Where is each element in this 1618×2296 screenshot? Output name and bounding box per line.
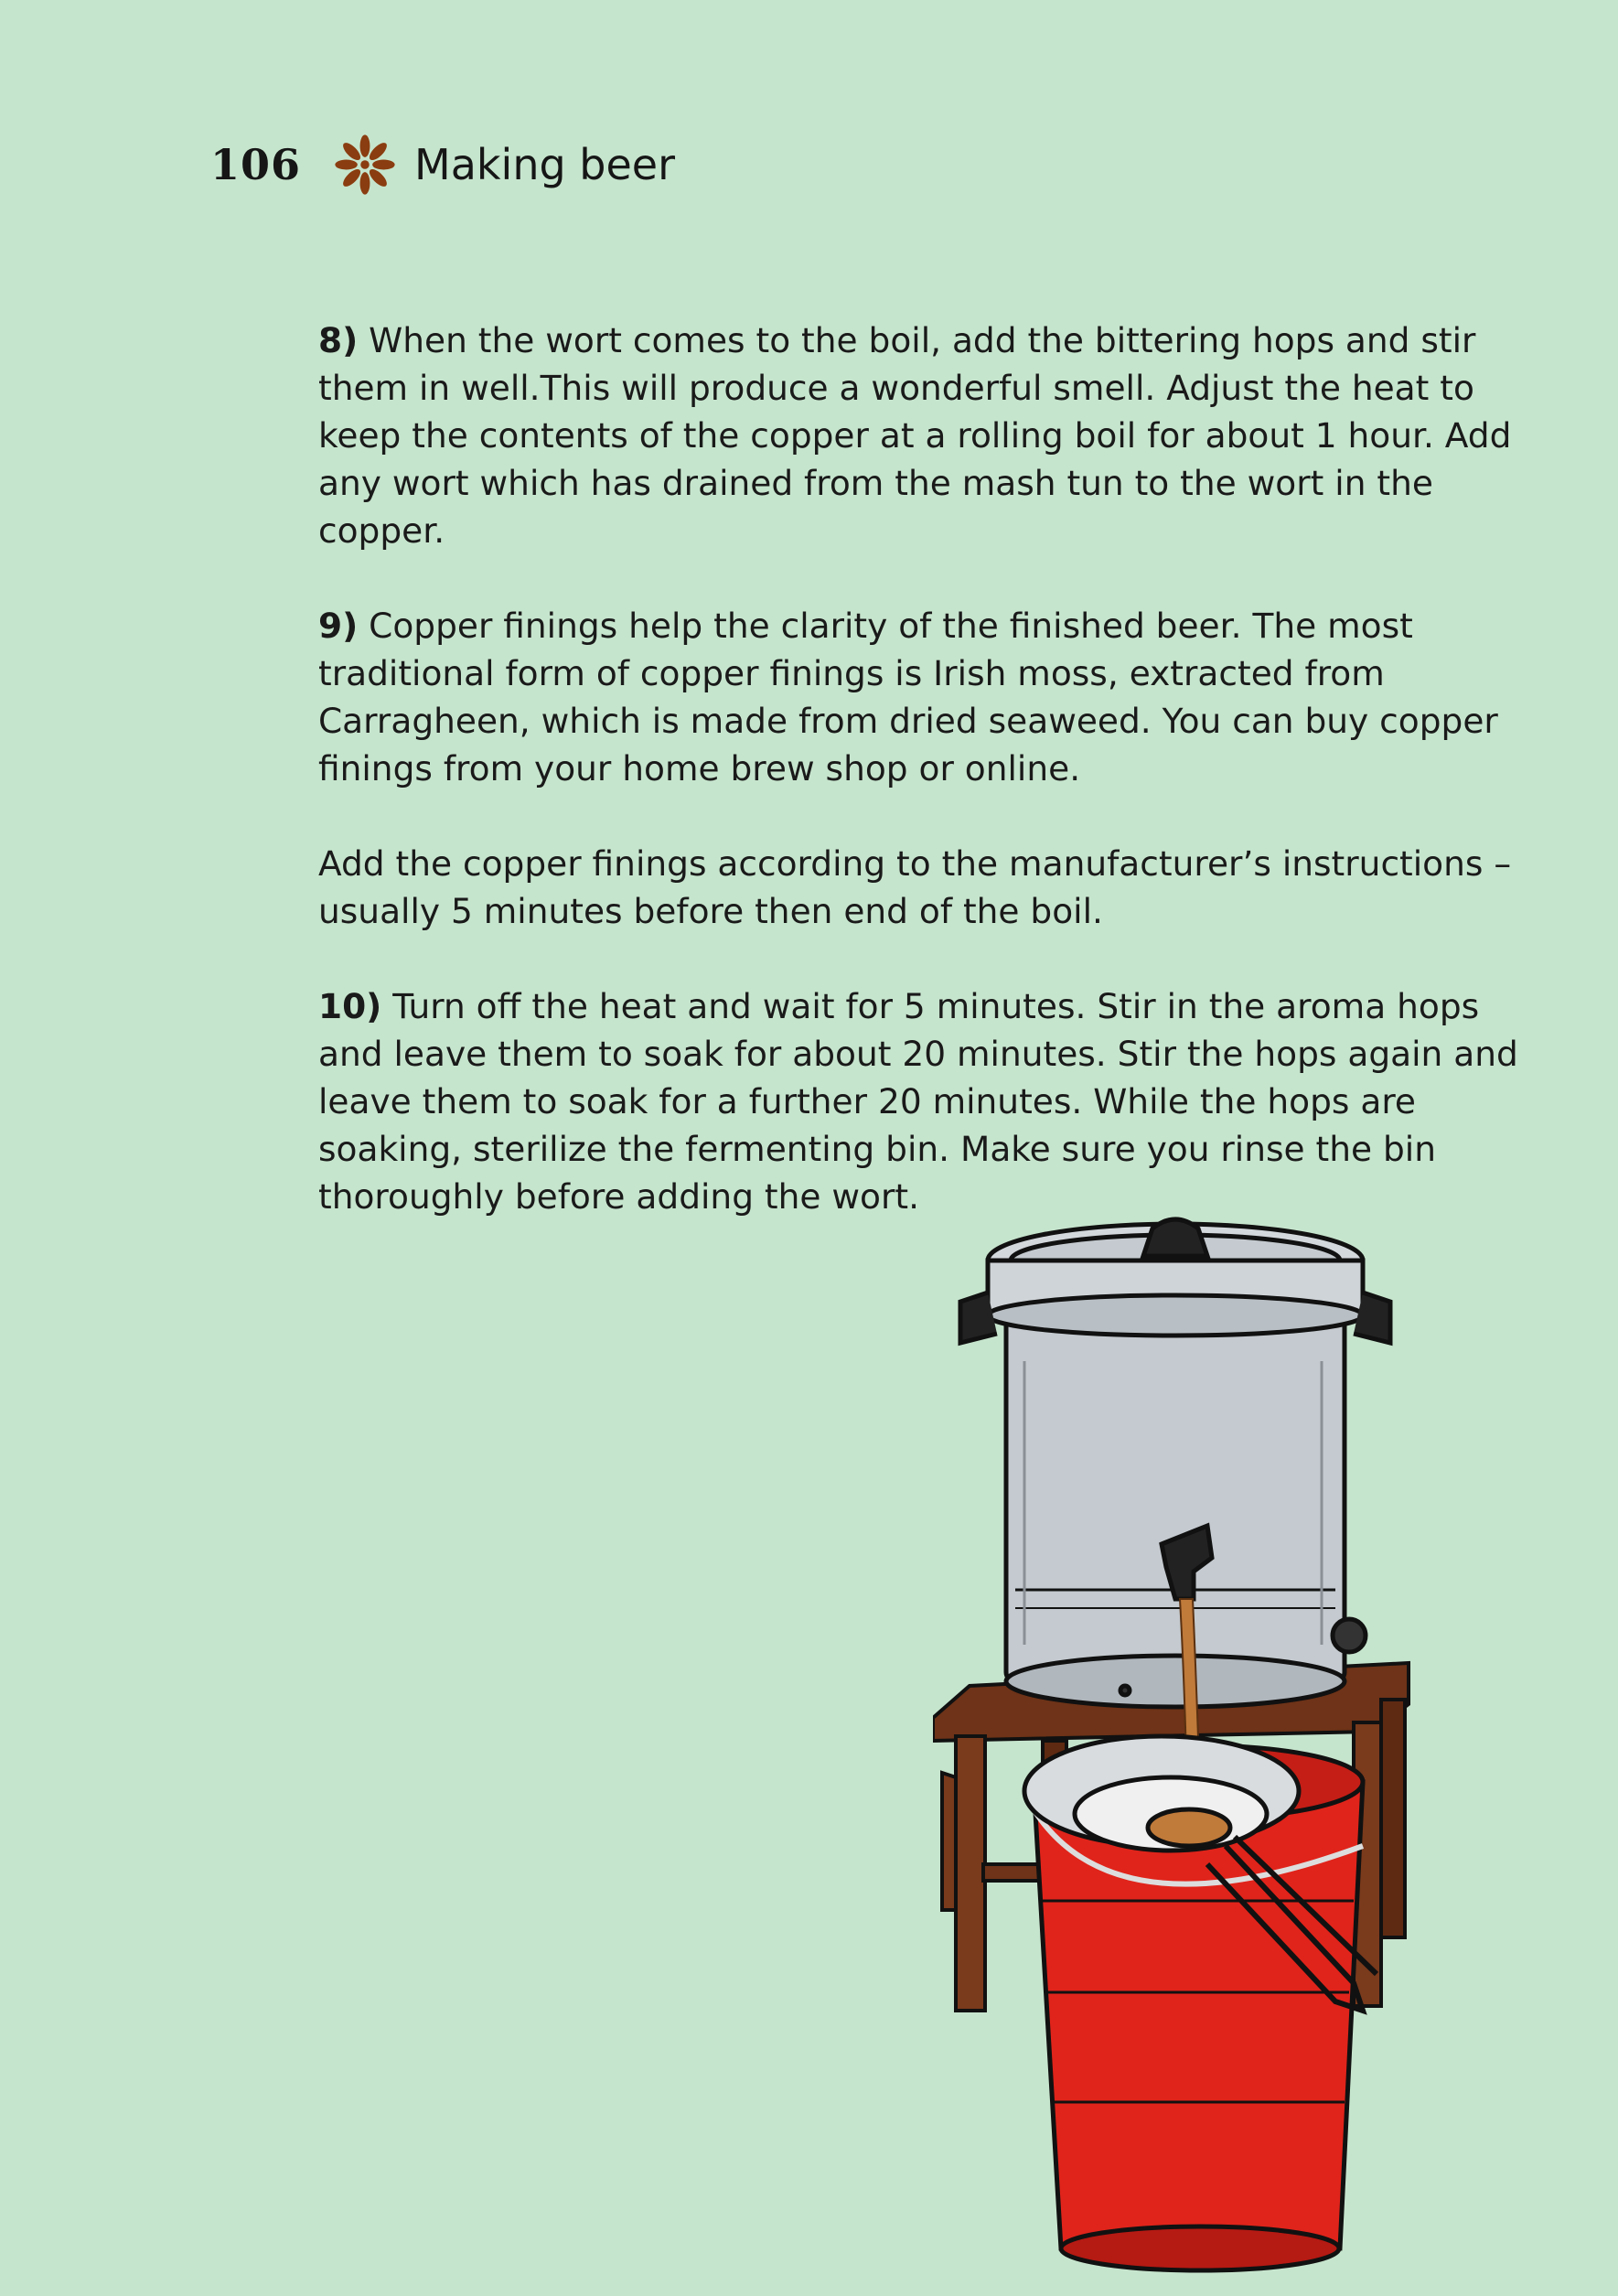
boiler-on-stool-draining-into-bucket-icon (933, 1206, 1445, 2285)
copper-finings-note-paragraph (318, 840, 1535, 935)
step-9-paragraph (318, 602, 1535, 792)
step-number: 10) (318, 986, 382, 1026)
chapter-title: Making beer (414, 140, 676, 189)
step-text: When the wort comes to the boil, add the bittering hops and stir them in well.This will produce a wonderful smell. Adjust the heat to keep the contents of the copper at a rolling boil for about 1 hour. Add any wort which has drained from the mash tun to the wort in the copper. (318, 320, 1512, 551)
page-number: 106 (210, 140, 302, 189)
flower-icon (334, 134, 396, 196)
instructions-body (318, 317, 1535, 1220)
step-number: 9) (318, 606, 359, 646)
boiler-illustration (960, 1219, 1390, 1707)
step-number: 8) (318, 320, 359, 360)
step-text: Turn off the heat and wait for 5 minutes. Stir in the aroma hops and leave them to soak for about 20 minutes. Stir the hops again and leave them to soak for a further 20 minutes. While the hops are soaking, sterilize the fermenting bin. Make sure you rinse the bin thoroughly before adding the wort. (318, 986, 1518, 1217)
step-text: Copper finings help the clarity of the finished beer. The most traditional form of copper finings is Irish moss, extracted from Carragheen, which is made from dried seaweed. You can buy copper finings from your home brew shop or online. (318, 606, 1498, 789)
step-8-paragraph (318, 317, 1535, 554)
note-text: Add the copper finings according to the manufacturer’s instructions – usually 5 minutes before then end of the boil. (318, 843, 1512, 931)
page-header (210, 130, 675, 199)
step-10-paragraph (318, 982, 1535, 1220)
